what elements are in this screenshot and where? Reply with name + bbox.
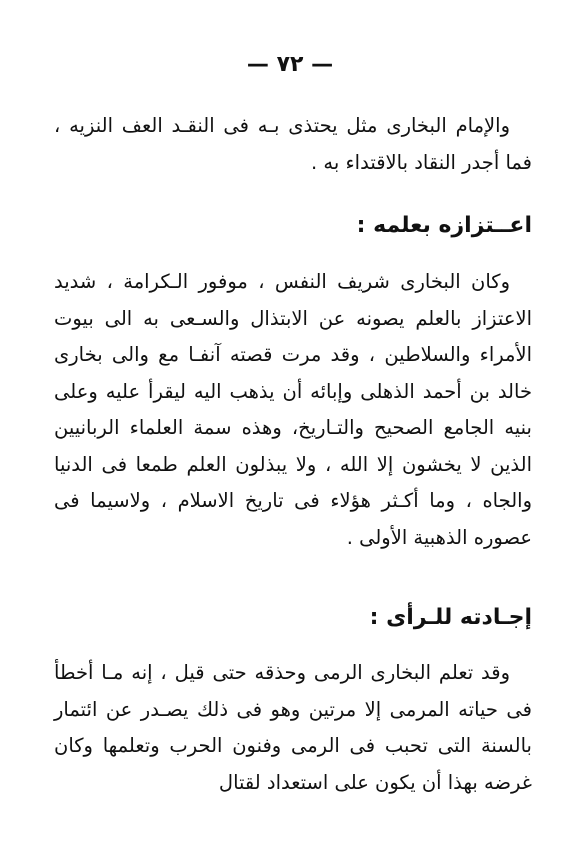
paragraph-text: والإمام البخارى مثل يحتذى بـه فى النقـد العف النزيه ، فما أجدر النقاد بالاقتداء به .	[54, 114, 532, 174]
paragraph-intro	[54, 108, 532, 181]
section-heading-pride-in-knowledge: اعــتزازه بعلمه :	[356, 213, 532, 238]
paragraph-archery-skill	[54, 655, 532, 801]
paragraph-text: وقد تعلم البخارى الرمى وحذقه حتى قيل ، إنه مـا أخطأ فى حياته المرمى إلا مرتين وهو فى ذلك يصـدر عن ائتمار بالسنة التى تحبب فى الرمى وفنون الحرب وتعلمها وكان غرضه بهذا أن يكون على استعداد لقتال	[54, 661, 532, 794]
paragraph-text: وكان البخارى شريف النفس ، موفور الـكرامة ، شديد الاعتزاز بالعلم يصونه عن الابتذال والسـعى به الى بيوت الأمراء والسلاطين ، وقد مرت قصته آنفـا مع والى بخارى خالد بن أحمد الذهلى وإبائه أن يذهب اليه ليقرأ عليه وعلى بنيه الجامع الصحيح والتـاريخ، وهذه سمة العلماء الربانيين الذين لا يخشون إلا الله ، ولا يبذلون العلم طمعا فى الدنيا والجاه ، وما أكـثر هؤلاء فى تاريخ الاسلام ، ولاسيما فى عصوره الذهبية الأولى .	[54, 270, 532, 549]
paragraph-pride-in-knowledge	[54, 264, 532, 556]
section-heading-archery-skill: إجـادته للـرأى :	[369, 605, 532, 630]
page-number: — ٧٢ —	[246, 52, 334, 77]
